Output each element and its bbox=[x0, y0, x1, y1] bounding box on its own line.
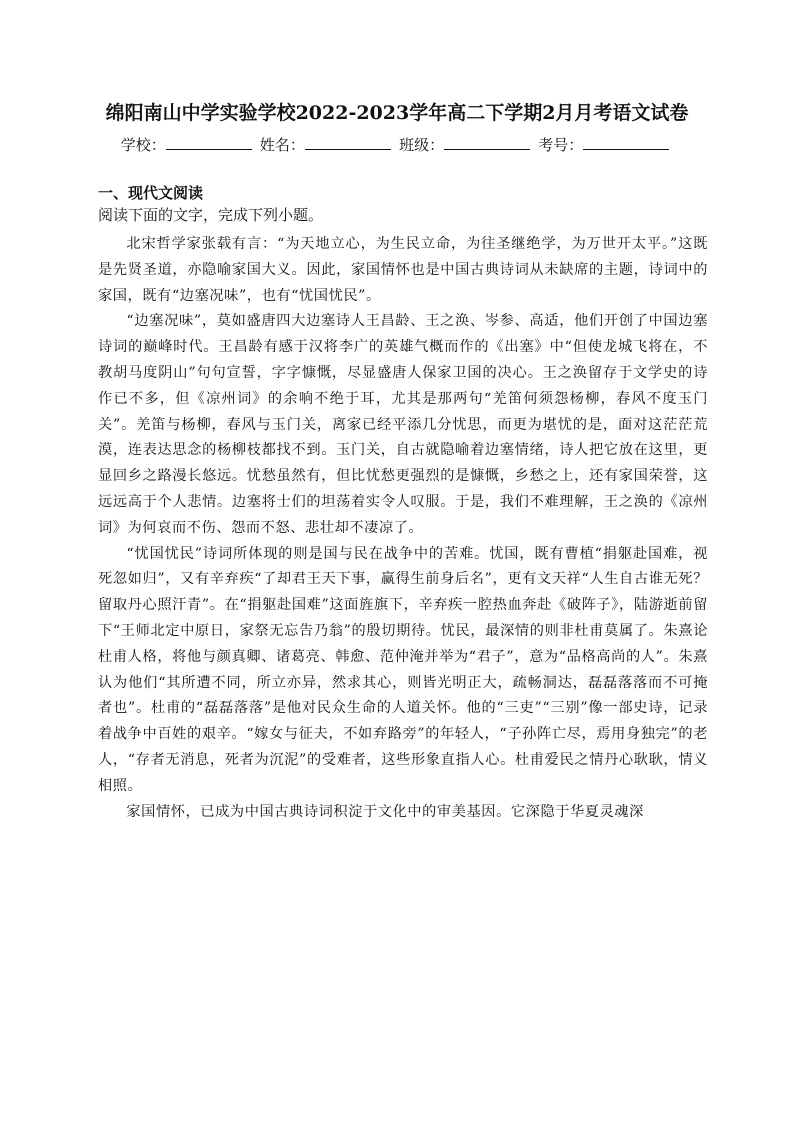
school-blank bbox=[166, 135, 252, 150]
name-blank bbox=[305, 135, 391, 150]
number-blank bbox=[583, 135, 669, 150]
student-info-line bbox=[0, 134, 794, 155]
number-label: 考号： bbox=[538, 137, 584, 154]
passage-paragraph-1: 北宋哲学家张载有言：“为天地立心，为生民立命，为往圣继绝学，为万世开太平。”这既是先贤圣道，亦隐喻家国大义。因此，家国情怀也是中国古典诗词从未缺席的主题，诗词中的家国，既有“边塞况味”，也有“忧国忧民”。 bbox=[98, 236, 708, 304]
name-label: 姓名： bbox=[259, 137, 305, 154]
class-blank bbox=[444, 135, 530, 150]
section-heading: 一、现代文阅读 bbox=[98, 185, 204, 202]
section-instruction: 阅读下面的文字，完成下列小题。 bbox=[98, 207, 324, 224]
passage-paragraph-2: “边塞况味”，莫如盛唐四大边塞诗人王昌龄、王之涣、岑参、高适，他们开创了中国边塞诗词的巅峰时代。王昌龄有感于汉将李广的英雄气概而作的《出塞》中“但使龙城飞将在，不教胡马度阴山”句句宣誓，字字慷慨，尽显盛唐人保家卫国的决心。王之涣留存于文学史的诗作已不多，但《凉州词》的余响不绝于耳，尤其是那两句“羌笛何须怨杨柳，春风不度玉门关”。羌笛与杨柳，春风与玉门关，离家已经平添几分忧思，而更为堪忧的是，面对这茫茫荒漠，连表达思念的杨柳枝都找不到。玉门关，自古就隐喻着边塞情绪，诗人把它放在这里，更显回乡之路漫长悠远。忧愁虽然有，但比忧愁更强烈的是慷慨，乡愁之上，还有家国荣誉，这远远高于个人悲情。边塞将士们的坦荡着实令人叹服。于是，我们不难理解，王之涣的《凉州词》为何哀而不伤、怨而不怒、悲壮却不凄凉了。 bbox=[98, 313, 708, 536]
reading-passage bbox=[98, 232, 708, 825]
passage-paragraph-4: 家国情怀，已成为中国古典诗词积淀于文化中的审美基因。它深隐于华夏灵魂深 bbox=[126, 803, 644, 820]
passage-paragraph-3: “忧国忧民”诗词所体现的则是国与民在战争中的苦难。忧国，既有曹植“捐躯赴国难，视死忽如归”，又有辛弃疾“了却君王天下事，赢得生前身后名”，更有文天祥“人生自古谁无死？留取丹心照汗青”。在“捐躯赴国难”这面旌旗下，辛弃疾一腔热血奔赴《破阵子》，陆游逝前留下“王师北定中原日，家祭无忘告乃翁”的殷切期待。忧民，最深情的则非杜甫莫属了。朱熹论杜甫人格，将他与颜真卿、诸葛亮、韩愈、范仲淹并举为“君子”，意为“品格高尚的人”。朱熹认为他们“其所遭不同，所立亦异，然求其心，则皆光明正大，疏畅洞达，磊磊落落而不可掩者也”。杜甫的“磊磊落落”是他对民众生命的人道关怀。他的“三吏”“三别”像一部史诗，记录着战争中百姓的艰辛。“嫁女与征夫，不如弃路旁”的年轻人，“子孙阵亡尽，焉用身独完”的老人，“存者无消息，死者为沉泥”的受难者，这些形象直指人心。杜甫爱民之情丹心耿耿，情义相照。 bbox=[98, 545, 708, 794]
school-label: 学校： bbox=[120, 137, 166, 154]
class-label: 班级： bbox=[399, 137, 445, 154]
exam-title: 绵阳南山中学实验学校2022-2023学年高二下学期2月月考语文试卷 bbox=[105, 102, 689, 124]
